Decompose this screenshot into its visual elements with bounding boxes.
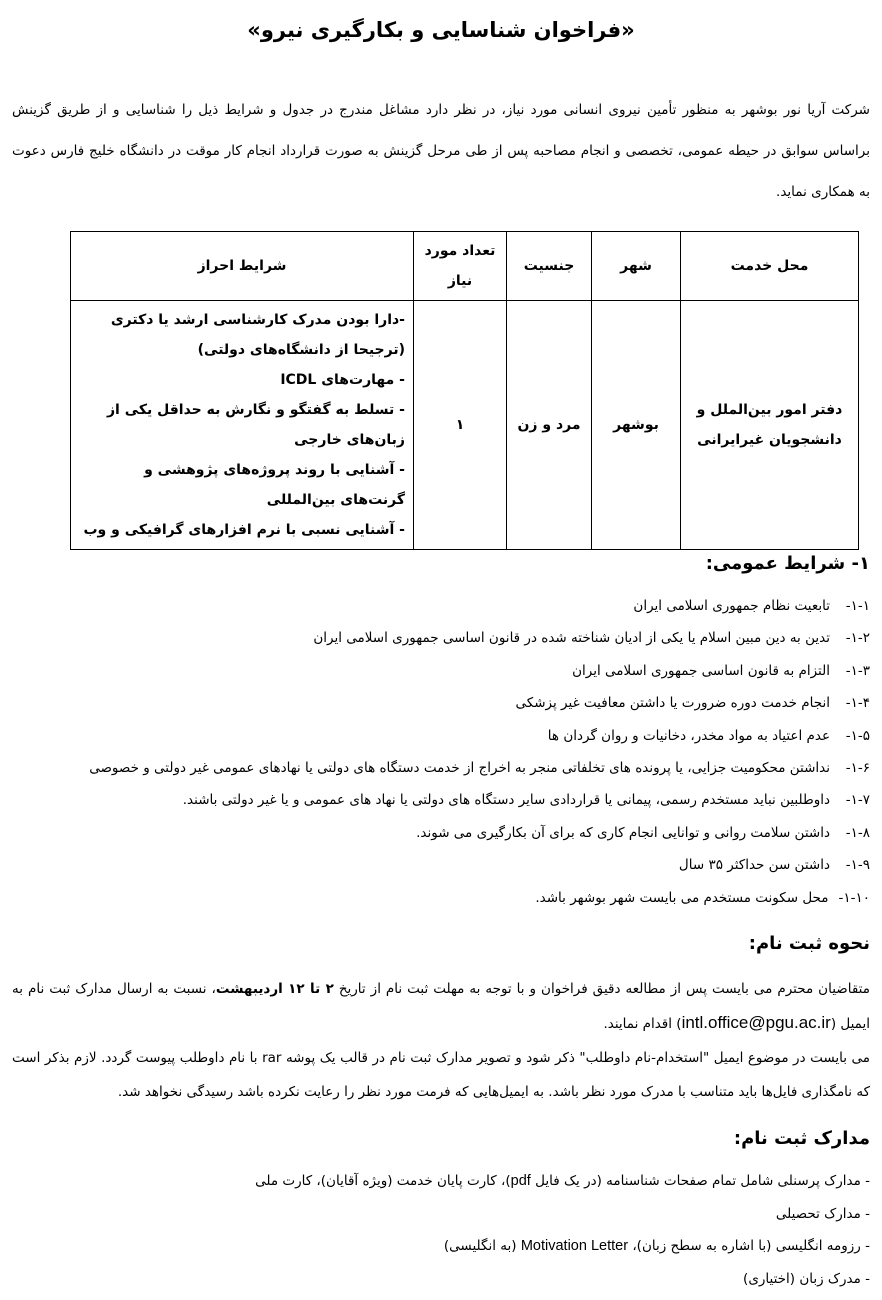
requirements-list <box>79 305 405 545</box>
item-text: تدین به دین مبین اسلام یا یکی از ادیان شناخته شده در قانون اساسی جمهوری اسلامی ایران <box>313 630 830 647</box>
header-location: محل خدمت <box>681 232 859 301</box>
cell-location: دفتر امور بین‌الملل و دانشجویان غیرایرانی <box>681 301 859 550</box>
item-text: داشتن سن حداکثر ۳۵ سال <box>678 857 830 874</box>
intro-paragraph: شرکت آریا نور بوشهر به منظور تأمین نیروی انسانی مورد نیاز، در نظر دارد مشاغل مندرج در جدول و شرایط ذیل را شناسایی و از طریق گزینش براساس سوابق در حیطه عمومی، تخصصی و انجام مصاحبه پس از طی مرحل گزینش به صورت قرارداد انجام کار موقت در دانشگاه خلیج فارس دعوت به همکاری نماید. <box>12 102 870 200</box>
registration-heading: نحوه ثبت نام: <box>748 933 870 954</box>
list-item <box>10 886 870 918</box>
registration-paragraph-1 <box>12 972 870 1041</box>
list-item <box>10 756 870 788</box>
page-title: «فراخوان شناسایی و بکارگیری نیرو» <box>247 18 635 42</box>
list-item <box>10 1233 870 1266</box>
item-number: ۱-۱- <box>845 598 870 614</box>
header-gender: جنسیت <box>507 232 592 301</box>
item-number: ۱-۴- <box>845 695 870 712</box>
item-text: نداشتن محکومیت جزایی، یا پرونده های تخلفاتی منجر به اخراج از خدمت دستگاه های دولتی یا نهادهای عمومی غیر دولتی و خصوصی <box>89 759 830 776</box>
header-city: شهر <box>592 232 681 301</box>
list-item <box>10 788 870 820</box>
registration-text-part: ) اقدام نمایند. <box>603 1016 682 1032</box>
list-item <box>10 626 870 658</box>
requirement-item: - آشنایی با روند پروژه‌های پژوهشی و گرنت‌های بین‌المللی <box>144 462 405 508</box>
list-item <box>10 821 870 853</box>
item-number: ۱-۳- <box>845 662 870 679</box>
item-number: ۱-۱۰- <box>838 889 870 906</box>
registration-paragraph-2: می بایست در موضوع ایمیل "استخدام-نام داوطلب" ذکر شود و تصویر مدارک ثبت نام در قالب یک پوشه rar با نام داوطلب پیوست گردد. لازم بذکر است که نامگذاری فایل‌ها باید متناسب با مدرک مورد نظر باشد. به ایمیل‌هایی که فرمت مورد نظر را رعایت نکرده باشد رسیدگی نخواهد شد. <box>12 1050 870 1100</box>
item-text: انجام خدمت دوره ضرورت یا داشتن معافیت غیر پزشکی <box>515 695 830 712</box>
registration-dates: ۲ تا ۱۲ اردیبهشت <box>215 981 334 997</box>
list-item <box>10 724 870 756</box>
item-text: عدم اعتیاد به مواد مخدر، دخانیات و روان گردان ها <box>547 727 830 744</box>
item-text: تابعیت نظام جمهوری اسلامی ایران <box>633 598 830 614</box>
list-item <box>10 1168 870 1201</box>
requirement-item: -دارا بودن مدرک کارشناسی ارشد یا دکتری (ترجیحا از دانشگاه‌های دولتی) <box>110 312 405 358</box>
item-number: ۱-۷- <box>845 792 870 809</box>
doc-text: - رزومه انگلیسی (با اشاره به سطح زبان)، <box>628 1238 870 1254</box>
list-item <box>10 659 870 691</box>
registration-text-part: متقاضیان محترم می بایست پس از مطالعه دقیق فراخوان و با توجه به مهلت ثبت نام از تاریخ <box>333 981 870 997</box>
doc-text: - مدارک پرسنلی شامل تمام صفحات شناسنامه (در یک فایل <box>530 1173 870 1189</box>
requirement-item: - آشنایی نسبی با نرم افزارهای گرافیکی و وب <box>83 522 405 538</box>
list-item: - مدرک زبان (اختیاری) <box>743 1270 870 1287</box>
list-item <box>10 853 870 885</box>
item-text: داوطلبین نباید مستخدم رسمی، پیمانی یا قراردادی سایر دستگاه های دولتی یا نهاد های عمومی و یا غیر دولتی باشند. <box>182 792 830 809</box>
cell-requirements <box>71 301 414 550</box>
email-link[interactable]: intl.office@pgu.ac.ir <box>681 1013 831 1032</box>
documents-list <box>10 1168 870 1298</box>
list-item <box>10 594 870 626</box>
registration-text <box>12 972 870 1109</box>
item-number: ۱-۵- <box>845 727 870 744</box>
documents-heading: مدارک ثبت نام: <box>733 1128 870 1149</box>
table-header-row <box>71 232 859 301</box>
jobs-table <box>70 231 859 550</box>
doc-text: )، کارت پایان خدمت (ویژه آقایان)، کارت ملی <box>255 1173 511 1189</box>
general-conditions-list <box>10 594 870 918</box>
item-text: داشتن سلامت روانی و توانایی انجام کاری که برای آن بکارگیری می شوند. <box>416 824 830 841</box>
list-item: - مدارک تحصیلی <box>775 1205 870 1222</box>
list-item <box>10 691 870 723</box>
cell-gender: مرد و زن <box>507 301 592 550</box>
table-row <box>71 301 859 550</box>
registration-text-part: ، نسبت به ارسال مدارک ثبت نام به ایمیل ( <box>12 981 870 1032</box>
doc-text: Motivation Letter <box>520 1238 629 1254</box>
doc-text: pdf <box>510 1173 531 1189</box>
header-count: تعداد مورد نیاز <box>414 232 507 301</box>
item-text: محل سکونت مستخدم می بایست شهر بوشهر باشد. <box>535 889 829 906</box>
item-number: ۱-۹- <box>845 857 870 874</box>
item-number: ۱-۲- <box>845 630 870 647</box>
requirement-item: - تسلط به گفتگو و نگارش به حداقل یکی از زبان‌های خارجی <box>106 402 405 448</box>
doc-text: (به انگلیسی) <box>443 1238 521 1254</box>
cell-city: بوشهر <box>592 301 681 550</box>
header-requirements: شرایط احراز <box>71 232 414 301</box>
requirement-item: - مهارت‌های ICDL <box>280 372 405 388</box>
item-text: التزام به قانون اساسی جمهوری اسلامی ایران <box>572 662 830 679</box>
general-conditions-heading: ۱- شرایط عمومی: <box>705 553 870 574</box>
item-number: ۱-۸- <box>845 824 870 841</box>
item-number: ۱-۶- <box>845 759 870 776</box>
cell-count: ۱ <box>414 301 507 550</box>
